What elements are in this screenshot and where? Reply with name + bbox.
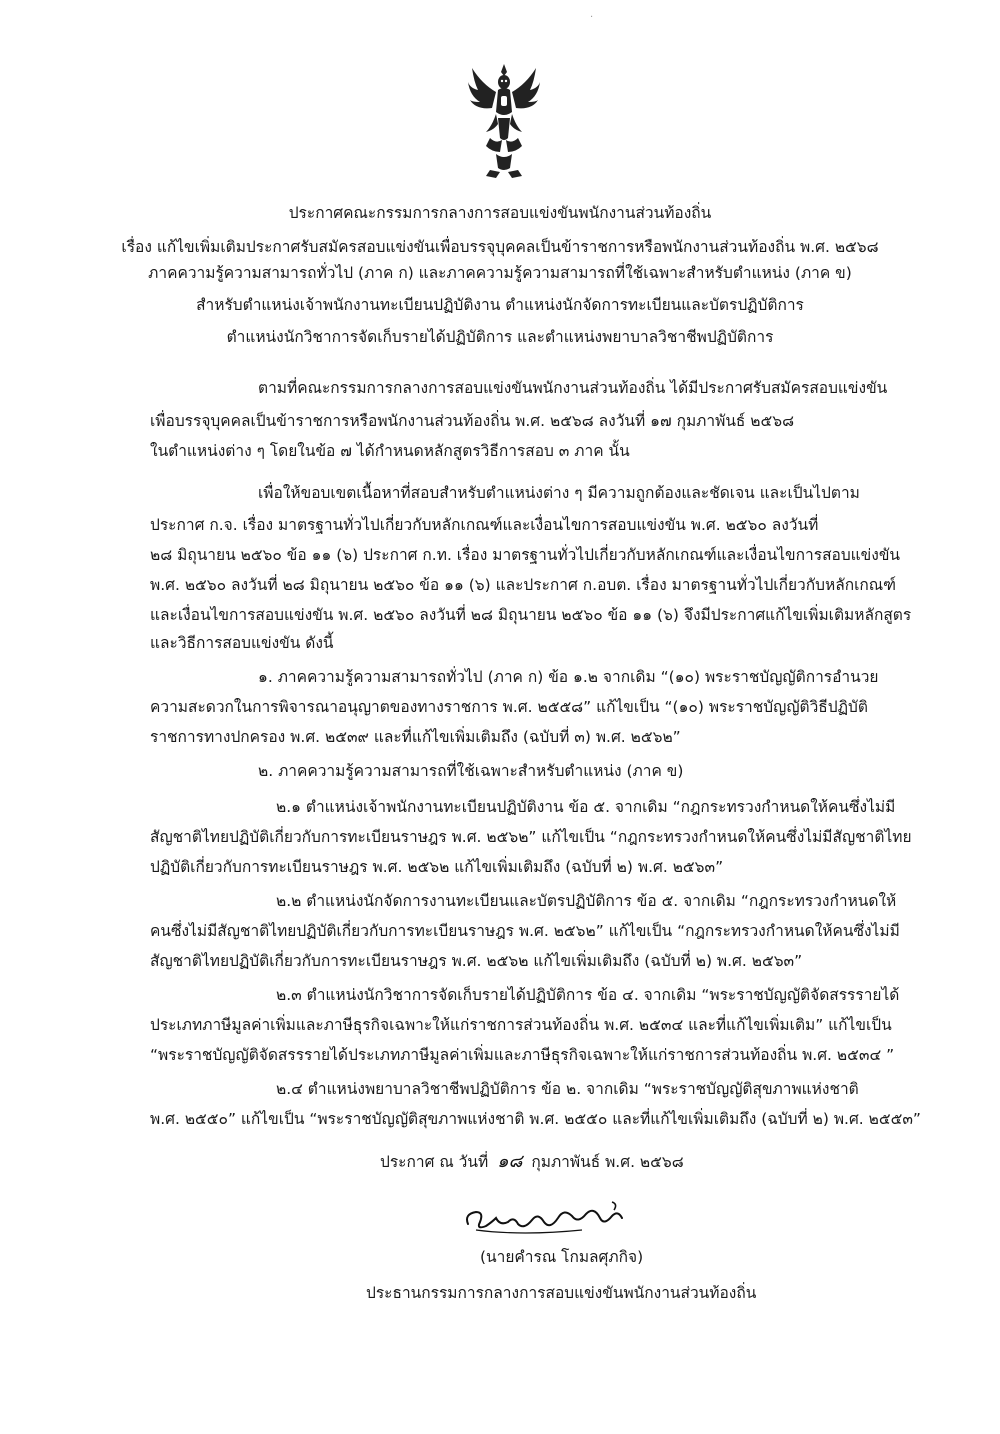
item-1-line-1: ๑. ภาคความรู้ความสามารถทั่วไป (ภาค ก) ข้อ ๑.๒ จากเดิม “(๑๐) พระราชบัญญัติการอำนวย	[258, 668, 879, 686]
announcement-date	[380, 1151, 684, 1173]
date-day-handwritten: ๑๘	[497, 1151, 523, 1172]
date-suffix: กุมภาพันธ์ พ.ศ. ๒๕๖๘	[531, 1153, 684, 1171]
item-2-1-line-3: ปฏิบัติเกี่ยวกับการทะเบียนราษฎร พ.ศ. ๒๕๖๒ แก้ไขเพิ่มเติมถึง (ฉบับที่ ๒) พ.ศ. ๒๕๖๓”	[150, 858, 724, 876]
item-2-heading: ๒. ภาคความรู้ความสามารถที่ใช้เฉพาะสำหรับตำแหน่ง (ภาค ข)	[258, 762, 684, 780]
paragraph-2-line-4: พ.ศ. ๒๕๖๐ ลงวันที่ ๒๘ มิถุนายน ๒๕๖๐ ข้อ ๑๑ (๖) และประกาศ ก.อบต. เรื่อง มาตรฐานทั่วไปเกี่ยวกับหลักเกณฑ์	[150, 576, 897, 594]
paragraph-1-line-3: ในตำแหน่งต่าง ๆ โดยในข้อ ๗ ได้กำหนดหลักสูตรวิธีการสอบ ๓ ภาค นั้น	[150, 442, 630, 460]
paragraph-2-line-2: ประกาศ ก.จ. เรื่อง มาตรฐานทั่วไปเกี่ยวกับหลักเกณฑ์และเงื่อนไขการสอบแข่งขัน พ.ศ. ๒๕๖๐ ลงวันที่	[150, 516, 819, 534]
item-2-1-line-2: สัญชาติไทยปฏิบัติเกี่ยวกับการทะเบียนราษฎร พ.ศ. ๒๕๖๒” แก้ไขเป็น “กฎกระทรวงกำหนดให้คนซึ่งไม่มีสัญชาติไทย	[150, 828, 912, 846]
item-2-4-line-1: ๒.๔ ตำแหน่งพยาบาลวิชาชีพปฏิบัติการ ข้อ ๒. จากเดิม “พระราชบัญญัติสุขภาพแห่งชาติ	[276, 1080, 859, 1098]
signer-title: ประธานกรรมการกลางการสอบแข่งขันพนักงานส่วนท้องถิ่น	[366, 1284, 757, 1302]
announcement-subject-line-3: สำหรับตำแหน่งเจ้าพนักงานทะเบียนปฏิบัติงาน ตำแหน่งนักจัดการทะเบียนและบัตรปฏิบัติการ	[196, 296, 804, 314]
item-1-line-2: ความสะดวกในการพิจารณาอนุญาตของทางราชการ พ.ศ. ๒๕๕๘” แก้ไขเป็น “(๑๐) พระราชบัญญัติวิธีปฏิบัติ	[150, 698, 868, 716]
item-2-2-line-3: สัญชาติไทยปฏิบัติเกี่ยวกับการทะเบียนราษฎร พ.ศ. ๒๕๖๒ แก้ไขเพิ่มเติมถึง (ฉบับที่ ๒) พ.ศ. ๒๕๖๓”	[150, 952, 803, 970]
signer-name: (นายคำรณ โกมลศุภกิจ)	[480, 1248, 644, 1266]
announcement-title: ประกาศคณะกรรมการกลางการสอบแข่งขันพนักงานส่วนท้องถิ่น	[288, 204, 712, 222]
paragraph-1-line-1: ตามที่คณะกรรมการกลางการสอบแข่งขันพนักงานส่วนท้องถิ่น ได้มีประกาศรับสมัครสอบแข่งขัน	[258, 379, 888, 397]
paragraph-2-line-3: ๒๘ มิถุนายน ๒๕๖๐ ข้อ ๑๑ (๖) ประกาศ ก.ท. เรื่อง มาตรฐานทั่วไปเกี่ยวกับหลักเกณฑ์และเงื่อนไขการสอบแข่งขัน	[150, 546, 901, 564]
date-prefix: ประกาศ ณ วันที่	[380, 1153, 489, 1171]
announcement-subject-line-2: ภาคความรู้ความสามารถทั่วไป (ภาค ก) และภาคความรู้ความสามารถที่ใช้เฉพาะสำหรับตำแหน่ง (ภาค ข)	[148, 264, 852, 282]
paragraph-2-line-1: เพื่อให้ขอบเขตเนื้อหาที่สอบสำหรับตำแหน่งต่าง ๆ มีความถูกต้องและชัดเจน และเป็นไปตาม	[258, 484, 860, 502]
announcement-subject: เรื่อง แก้ไขเพิ่มเติมประกาศรับสมัครสอบแข่งขันเพื่อบรรจุบุคคลเป็นข้าราชการหรือพนักงานส่วนท้องถิ่น พ.ศ. ๒๕๖๘	[121, 238, 879, 256]
item-2-3-line-3: “พระราชบัญญัติจัดสรรรายได้ประเภทภาษีมูลค่าเพิ่มและภาษีธุรกิจเฉพาะให้แก่ราชการส่วนท้องถิ่น พ.ศ. ๒๕๓๔ ”	[150, 1046, 895, 1064]
paragraph-2-line-5: และเงื่อนไขการสอบแข่งขัน พ.ศ. ๒๕๖๐ ลงวันที่ ๒๘ มิถุนายน ๒๕๖๐ ข้อ ๑๑ (๖) จึงมีประกาศแก้ไขเพิ่มเติมหลักสูตร	[150, 606, 912, 624]
item-2-4-line-2: พ.ศ. ๒๕๕๐” แก้ไขเป็น “พระราชบัญญัติสุขภาพแห่งชาติ พ.ศ. ๒๕๕๐ และที่แก้ไขเพิ่มเติมถึง (ฉบับที่ ๒) พ.ศ. ๒๕๕๓”	[150, 1110, 921, 1128]
scan-speck: ·	[590, 12, 594, 23]
item-2-1-line-1: ๒.๑ ตำแหน่งเจ้าพนักงานทะเบียนปฏิบัติงาน ข้อ ๕. จากเดิม “กฎกระทรวงกำหนดให้คนซึ่งไม่มี	[276, 798, 896, 816]
paragraph-1-line-2: เพื่อบรรจุบุคคลเป็นข้าราชการหรือพนักงานส่วนท้องถิ่น พ.ศ. ๒๕๖๘ ลงวันที่ ๑๗ กุมภาพันธ์ ๒๕๖๘	[150, 412, 795, 430]
paragraph-2-line-6: และวิธีการสอบแข่งขัน ดังนี้	[150, 634, 334, 652]
item-2-2-line-1: ๒.๒ ตำแหน่งนักจัดการงานทะเบียนและบัตรปฏิบัติการ ข้อ ๕. จากเดิม “กฎกระทรวงกำหนดให้	[276, 892, 897, 910]
announcement-subject-line-4: ตำแหน่งนักวิชาการจัดเก็บรายได้ปฏิบัติการ และตำแหน่งพยาบาลวิชาชีพปฏิบัติการ	[226, 328, 774, 346]
item-2-3-line-2: ประเภทภาษีมูลค่าเพิ่มและภาษีธุรกิจเฉพาะให้แก่ราชการส่วนท้องถิ่น พ.ศ. ๒๕๓๔ และที่แก้ไขเพิ่มเติม” แก้ไขเป็น	[150, 1016, 892, 1034]
garuda-emblem	[466, 60, 542, 180]
item-2-3-line-1: ๒.๓ ตำแหน่งนักวิชาการจัดเก็บรายได้ปฏิบัติการ ข้อ ๔. จากเดิม “พระราชบัญญัติจัดสรรรายได้	[276, 986, 900, 1004]
item-2-2-line-2: คนซึ่งไม่มีสัญชาติไทยปฏิบัติเกี่ยวกับการทะเบียนราษฎร พ.ศ. ๒๕๖๒” แก้ไขเป็น “กฎกระทรวงกำหนดให้คนซึ่งไม่มี	[150, 922, 900, 940]
item-1-line-3: ราชการทางปกครอง พ.ศ. ๒๕๓๙ และที่แก้ไขเพิ่มเติมถึง (ฉบับที่ ๓) พ.ศ. ๒๕๖๒”	[150, 728, 681, 746]
signature	[462, 1196, 632, 1238]
